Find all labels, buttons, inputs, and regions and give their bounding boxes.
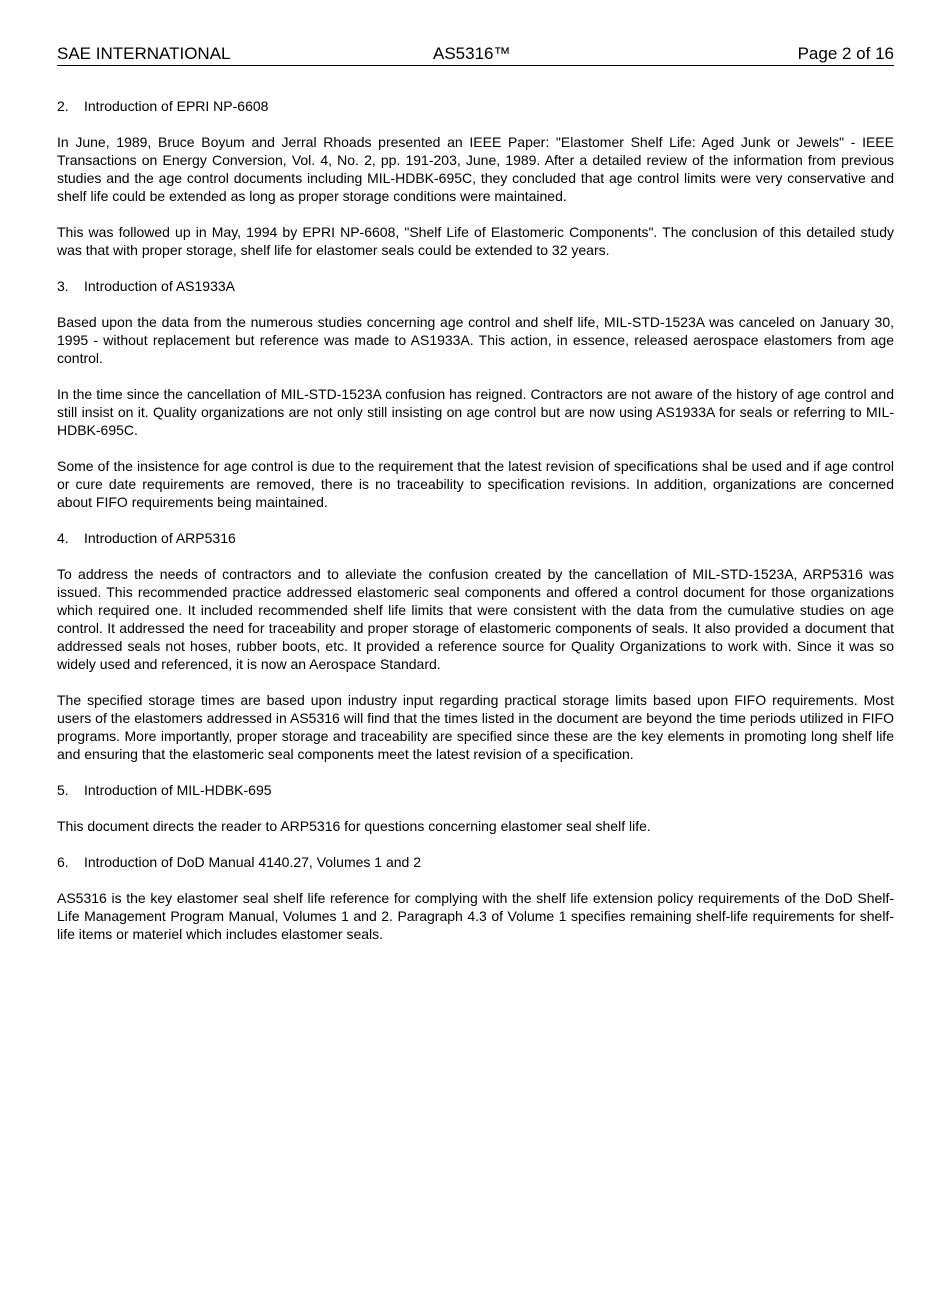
paragraph: Based upon the data from the numerous studies concerning age control and shelf life, MIL-STD-1523A was canceled on January 30, 1995 - without replacement but reference was made to AS1933A. This action, in essence, released aerospace elastomers from age control. <box>57 314 894 366</box>
section-heading-4 <box>57 529 894 547</box>
section-heading-5 <box>57 781 894 799</box>
paragraph: This was followed up in May, 1994 by EPRI NP-6608, "Shelf Life of Elastomeric Components". The conclusion of this detailed study was that with proper storage, shelf life for elastomer seals could be extended to 32 years. <box>57 224 894 258</box>
section-number: 2. <box>57 98 69 114</box>
section-number: 4. <box>57 530 69 546</box>
paragraph: This document directs the reader to ARP5316 for questions concerning elastomer seal shelf life. <box>57 818 651 834</box>
paragraph: AS5316 is the key elastomer seal shelf life reference for complying with the shelf life extension policy requirements of the DoD Shelf-Life Management Program Manual, Volumes 1 and 2. Paragraph 4.3 of Volume 1 specifies remaining shelf-life requirements for shelf-life items or materiel which includes elastomer seals. <box>57 890 894 942</box>
document-body <box>57 97 894 943</box>
section-title: Introduction of ARP5316 <box>84 530 236 546</box>
paragraph: In the time since the cancellation of MIL-STD-1523A confusion has reigned. Contractors are not aware of the history of age control and still insist on it. Quality organizations are not only still insisting on age control but are now using AS1933A for seals or referring to MIL-HDBK-695C. <box>57 386 894 438</box>
section-title: Introduction of AS1933A <box>84 278 235 294</box>
section-title: Introduction of DoD Manual 4140.27, Volumes 1 and 2 <box>84 854 421 870</box>
page-header <box>57 44 894 66</box>
document-page <box>57 44 894 961</box>
section-title: Introduction of EPRI NP-6608 <box>84 98 269 114</box>
section-heading-6 <box>57 853 894 871</box>
section-number: 3. <box>57 278 69 294</box>
section-heading-2 <box>57 97 894 115</box>
paragraph: Some of the insistence for age control is due to the requirement that the latest revision of specifications shal be used and if age control or cure date requirements are removed, there is no traceability to specification revisions. In addition, organizations are concerned about FIFO requirements being maintained. <box>57 458 894 510</box>
header-organization: SAE INTERNATIONAL <box>57 44 231 63</box>
paragraph: To address the needs of contractors and to alleviate the confusion created by the cancellation of MIL-STD-1523A, ARP5316 was issued. This recommended practice addressed elastomeric seal components and offered a control document for those organizations which required one. It included recommended shelf life limits that were consistent with the data from the cumulative studies on age control. It addressed the need for traceability and proper storage of elastomeric components of seals. It also provided a document that addressed seals not hoses, rubber boots, etc. It provided a reference source for Quality Organizations to work with. Since it was so widely used and referenced, it is now an Aerospace Standard. <box>57 566 894 672</box>
section-heading-3 <box>57 277 894 295</box>
section-number: 5. <box>57 782 69 798</box>
header-page-number: Page 2 of 16 <box>797 44 894 63</box>
section-number: 6. <box>57 854 69 870</box>
paragraph: In June, 1989, Bruce Boyum and Jerral Rhoads presented an IEEE Paper: "Elastomer Shelf Life: Aged Junk or Jewels" - IEEE Transactions on Energy Conversion, Vol. 4, No. 2, pp. 191-203, June, 1989. After a detailed review of the information from previous studies and the age control documents including MIL-HDBK-695C, they concluded that age control limits were very conservative and shelf life could be extended as long as proper storage conditions were maintained. <box>57 134 894 204</box>
header-document-number: AS5316™ <box>433 44 511 63</box>
paragraph: The specified storage times are based upon industry input regarding practical storage limits based upon FIFO requirements. Most users of the elastomers addressed in AS5316 will find that the times listed in the document are beyond the time periods utilized in FIFO programs. More importantly, proper storage and traceability are specified since these are the key elements in promoting long shelf life and ensuring that the elastomeric seal components meet the latest revision of a specification. <box>57 692 894 762</box>
section-title: Introduction of MIL-HDBK-695 <box>84 782 272 798</box>
